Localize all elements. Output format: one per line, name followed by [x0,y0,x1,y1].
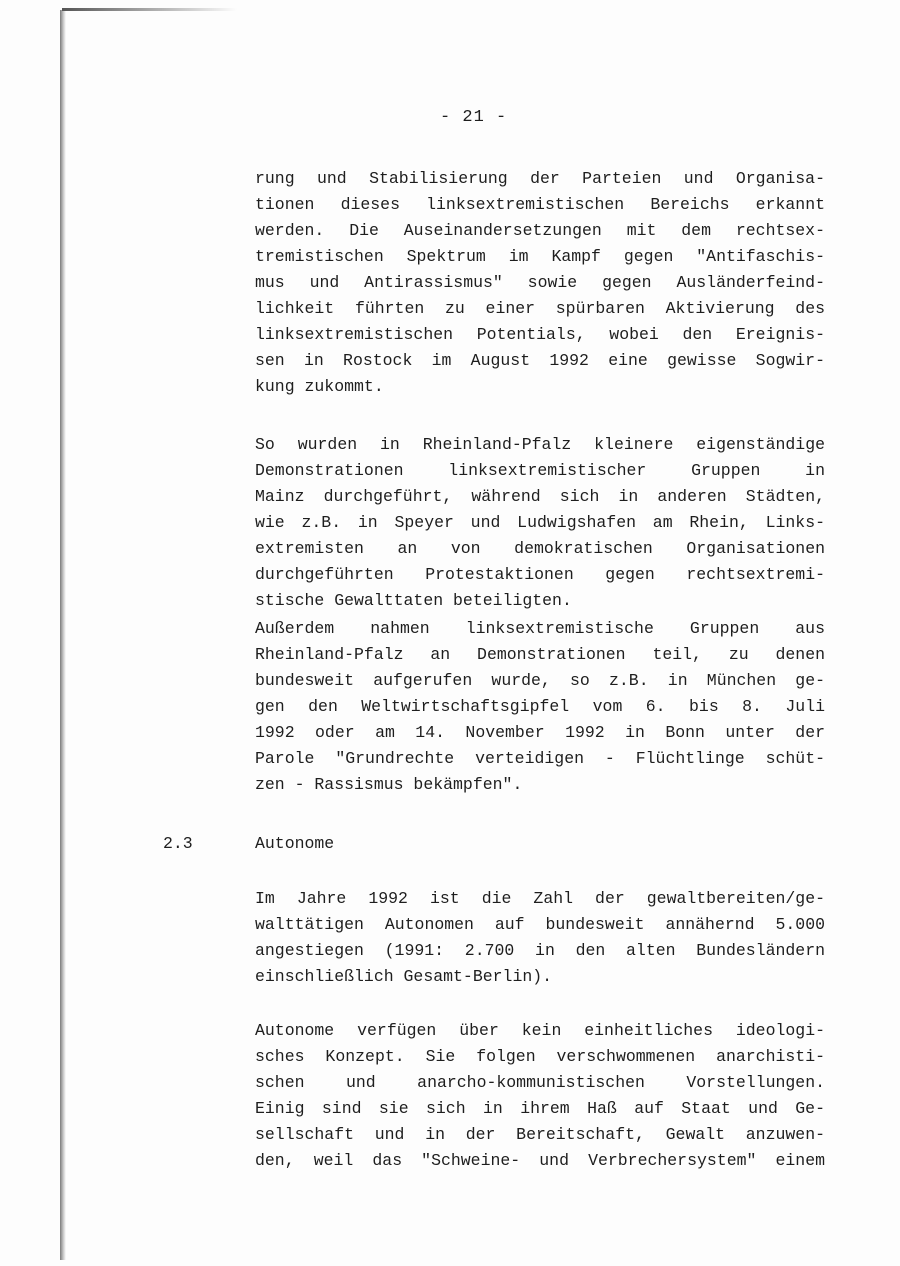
text-line: kung zukommt. [255,377,384,396]
text-line: Mainz durchgeführt, während sich in anderen Städten, [255,487,825,506]
text-line: So wurden in Rheinland-Pfalz kleinere eigenständige [255,435,825,454]
text-line: lichkeit führten zu einer spürbaren Aktivierung des [255,299,825,318]
text-line: rung und Stabilisierung der Parteien und Organisa- [255,169,825,188]
text-line: extremisten an von demokratischen Organisationen [255,539,825,558]
text-line: bundesweit aufgerufen wurde, so z.B. in München ge- [255,671,825,690]
text-line: sen in Rostock im August 1992 eine gewisse Sogwir- [255,351,825,370]
text-line: tionen dieses linksextremistischen Bereichs erkannt [255,195,825,214]
text-line: wie z.B. in Speyer und Ludwigshafen am Rhein, Links- [255,513,825,532]
text-line: werden. Die Auseinandersetzungen mit dem rechtsex- [255,221,825,240]
page-number: - 21 - [440,108,508,127]
text-line: Im Jahre 1992 ist die Zahl der gewaltbereiten/ge- [255,889,825,908]
text-line: einschließlich Gesamt-Berlin). [255,967,553,986]
text-line: gen den Weltwirtschaftsgipfel vom 6. bis 8. Juli [255,697,825,716]
text-line: durchgeführten Protestaktionen gegen rechtsextremi- [255,565,825,584]
text-line: linksextremistischen Potentials, wobei den Ereignis- [255,325,825,344]
page-left-shadow [60,10,66,1260]
text-line: den, weil das "Schweine- und Verbrechersystem" einem [255,1151,825,1170]
text-line: Rheinland-Pfalz an Demonstrationen teil, zu denen [255,645,825,664]
text-line: sches Konzept. Sie folgen verschwommenen anarchisti- [255,1047,825,1066]
text-line: Demonstrationen linksextremistischer Gruppen in [255,461,825,480]
text-line: angestiegen (1991: 2.700 in den alten Bundesländern [255,941,825,960]
text-line: tremistischen Spektrum im Kampf gegen "Antifaschis- [255,247,825,266]
section-number: 2.3 [163,834,193,853]
text-line: sellschaft und in der Bereitschaft, Gewalt anzuwen- [255,1125,825,1144]
text-line: walttätigen Autonomen auf bundesweit annähernd 5.000 [255,915,825,934]
text-line: stische Gewalttaten beteiligten. [255,591,572,610]
text-line: Autonome verfügen über kein einheitliches ideologi- [255,1021,825,1040]
page-top-shadow [62,8,237,11]
text-line: mus und Antirassismus" sowie gegen Ausländerfeind- [255,273,825,292]
text-line: Einig sind sie sich in ihrem Haß auf Staat und Ge- [255,1099,825,1118]
text-line: Parole "Grundrechte verteidigen - Flüchtlinge schüt- [255,749,825,768]
text-line: 1992 oder am 14. November 1992 in Bonn unter der [255,723,825,742]
text-line: zen - Rassismus bekämpfen". [255,775,523,794]
text-line: Außerdem nahmen linksextremistische Gruppen aus [255,619,825,638]
text-line: schen und anarcho-kommunistischen Vorstellungen. [255,1073,825,1092]
section-title: Autonome [255,834,335,853]
